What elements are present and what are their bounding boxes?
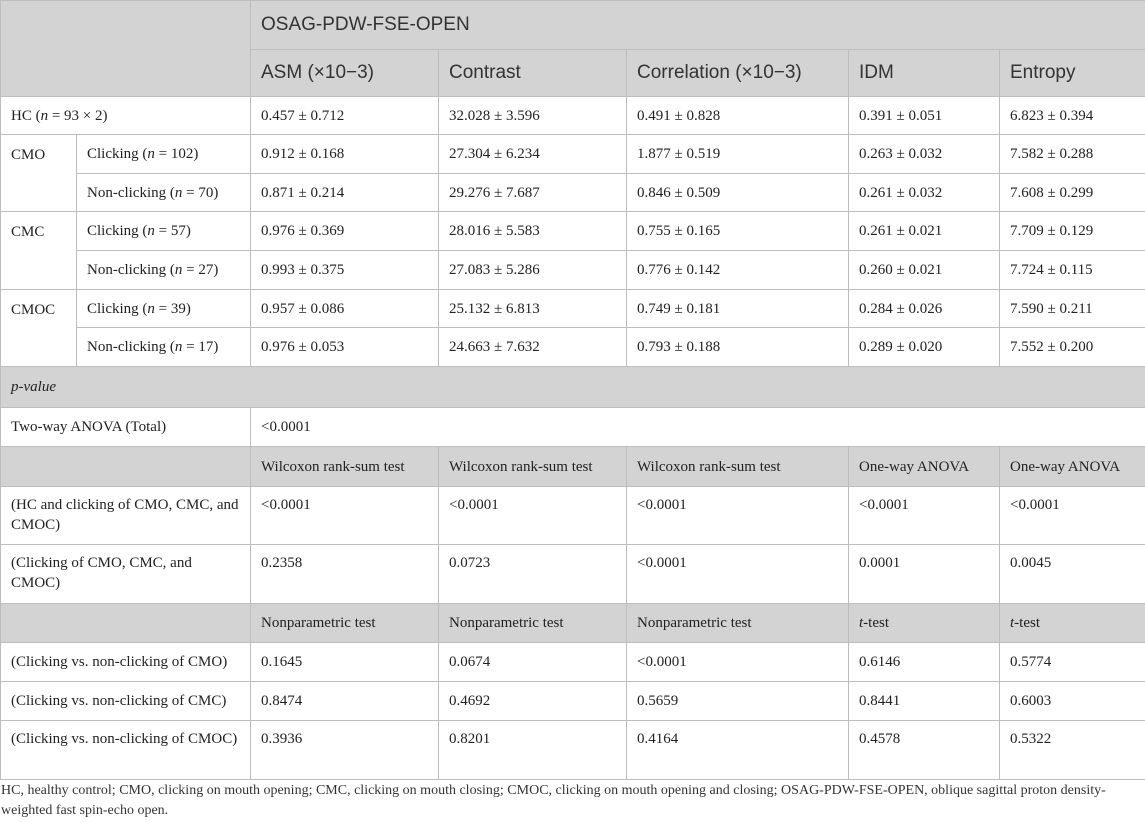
test-names-row-2	[1, 604, 1145, 643]
cell: 0.284 ± 0.026	[849, 290, 1000, 328]
row-label: Non-clicking (n = 70)	[77, 174, 251, 212]
cell: 24.663 ± 7.632	[439, 328, 627, 367]
test-name: Wilcoxon rank-sum test	[439, 447, 627, 487]
cell: 0.957 ± 0.086	[251, 290, 439, 328]
group-label-cmo: CMO	[1, 135, 77, 212]
cell: 0.391 ± 0.051	[849, 97, 1000, 135]
cell: <0.0001	[439, 487, 627, 545]
cell: 0.5322	[1000, 721, 1145, 780]
cell: 0.976 ± 0.369	[251, 212, 439, 251]
cell: 0.993 ± 0.375	[251, 251, 439, 290]
test-name: Nonparametric test	[627, 604, 849, 643]
row-label: Clicking (n = 102)	[77, 135, 251, 174]
group-label-cmoc: CMOC	[1, 290, 77, 367]
blank-cell	[1, 604, 251, 643]
cell: 0.289 ± 0.020	[849, 328, 1000, 367]
row-label: Non-clicking (n = 27)	[77, 251, 251, 290]
cell: 0.976 ± 0.053	[251, 328, 439, 367]
row-label: Clicking (n = 39)	[77, 290, 251, 328]
cell: 0.846 ± 0.509	[627, 174, 849, 212]
col-header-asm: ASM (×10−3)	[251, 50, 439, 97]
row-label: Two-way ANOVA (Total)	[1, 408, 251, 447]
cell: 25.132 ± 6.813	[439, 290, 627, 328]
cell: 0.3936	[251, 721, 439, 780]
cell: 27.083 ± 5.286	[439, 251, 627, 290]
cell: <0.0001	[627, 643, 849, 682]
cell: 7.724 ± 0.115	[1000, 251, 1145, 290]
table-row-cmoc-clicking	[1, 290, 1145, 328]
cell: 29.276 ± 7.687	[439, 174, 627, 212]
row-label: Clicking (n = 57)	[77, 212, 251, 251]
cell: <0.0001	[849, 487, 1000, 545]
cell: 0.260 ± 0.021	[849, 251, 1000, 290]
cell: 32.028 ± 3.596	[439, 97, 627, 135]
table-row-cmc-vs	[1, 682, 1145, 721]
blank-cell	[1, 447, 251, 487]
cell: 0.8441	[849, 682, 1000, 721]
cell: 6.823 ± 0.394	[1000, 97, 1145, 135]
cell: 0.0723	[439, 545, 627, 604]
cell: 0.2358	[251, 545, 439, 604]
test-name: Wilcoxon rank-sum test	[627, 447, 849, 487]
cell: 7.709 ± 0.129	[1000, 212, 1145, 251]
cell: 0.4578	[849, 721, 1000, 780]
pvalue-section-label: p-value	[1, 367, 1145, 408]
cell: 0.1645	[251, 643, 439, 682]
group-title: OSAG-PDW-FSE-OPEN	[251, 1, 1145, 50]
cell: 0.263 ± 0.032	[849, 135, 1000, 174]
table-row-anova-total	[1, 408, 1145, 447]
cell: 0.912 ± 0.168	[251, 135, 439, 174]
col-header-entropy: Entropy	[1000, 50, 1145, 97]
cell: 7.582 ± 0.288	[1000, 135, 1145, 174]
test-name: Wilcoxon rank-sum test	[251, 447, 439, 487]
cell: 0.0001	[849, 545, 1000, 604]
cell: <0.0001	[1000, 487, 1145, 545]
test-names-row-1	[1, 447, 1145, 487]
row-label-hc: HC (n = 93 × 2)	[1, 97, 251, 135]
cell: 0.4164	[627, 721, 849, 780]
row-label: (Clicking vs. non-clicking of CMC)	[1, 682, 251, 721]
cell: 0.5659	[627, 682, 849, 721]
table-row-hc	[1, 97, 1145, 135]
table-row-hc-clicking	[1, 487, 1145, 545]
cell: 27.304 ± 6.234	[439, 135, 627, 174]
cell: 0.491 ± 0.828	[627, 97, 849, 135]
table-row-cmo-nonclicking	[1, 174, 1145, 212]
test-name: t-test	[849, 604, 1000, 643]
table-row-cmc-nonclicking	[1, 251, 1145, 290]
row-label: (HC and clicking of CMO, CMC, and CMOC)	[1, 487, 251, 545]
header-corner	[1, 1, 251, 97]
cell: 7.608 ± 0.299	[1000, 174, 1145, 212]
row-label: (Clicking vs. non-clicking of CMO)	[1, 643, 251, 682]
cell: 0.261 ± 0.021	[849, 212, 1000, 251]
table-row-cmo-vs	[1, 643, 1145, 682]
cell: 0.261 ± 0.032	[849, 174, 1000, 212]
cell: 0.4692	[439, 682, 627, 721]
cell: 1.877 ± 0.519	[627, 135, 849, 174]
cell: 7.552 ± 0.200	[1000, 328, 1145, 367]
cell: <0.0001	[627, 545, 849, 604]
table-row-cmoc-nonclicking	[1, 328, 1145, 367]
table-row-cmoc-vs	[1, 721, 1145, 780]
cell: <0.0001	[627, 487, 849, 545]
cell: 0.776 ± 0.142	[627, 251, 849, 290]
cell: 0.793 ± 0.188	[627, 328, 849, 367]
table-row-cmo-clicking	[1, 135, 1145, 174]
row-label: (Clicking of CMO, CMC, and CMOC)	[1, 545, 251, 604]
col-header-correlation: Correlation (×10−3)	[627, 50, 849, 97]
cell: 0.457 ± 0.712	[251, 97, 439, 135]
cell: 0.6003	[1000, 682, 1145, 721]
pvalue-section-row	[1, 367, 1145, 408]
cell: 28.016 ± 5.583	[439, 212, 627, 251]
test-name: Nonparametric test	[251, 604, 439, 643]
cell: 0.6146	[849, 643, 1000, 682]
test-name: One-way ANOVA	[849, 447, 1000, 487]
col-header-contrast: Contrast	[439, 50, 627, 97]
row-label: Non-clicking (n = 17)	[77, 328, 251, 367]
table-footnote: HC, healthy control; CMO, clicking on mouth opening; CMC, clicking on mouth closing; CMOC, clicking on mouth opening and closing; OSAG-PDW-FSE-OPEN, oblique sagittal proton density-weighted fast spin-echo open.	[1, 783, 1106, 818]
cell: 0.749 ± 0.181	[627, 290, 849, 328]
test-name: One-way ANOVA	[1000, 447, 1145, 487]
col-header-idm: IDM	[849, 50, 1000, 97]
cell: 0.8201	[439, 721, 627, 780]
test-name: Nonparametric test	[439, 604, 627, 643]
cell: 0.871 ± 0.214	[251, 174, 439, 212]
cell: 0.5774	[1000, 643, 1145, 682]
group-label-cmc: CMC	[1, 212, 77, 290]
row-label: (Clicking vs. non-clicking of CMOC)	[1, 721, 251, 780]
cell: <0.0001	[251, 487, 439, 545]
table-row-cmc-clicking	[1, 212, 1145, 251]
header-row-group	[1, 1, 1145, 50]
cell: 0.8474	[251, 682, 439, 721]
test-name: t-test	[1000, 604, 1145, 643]
cell: 0.0674	[439, 643, 627, 682]
cell: 0.755 ± 0.165	[627, 212, 849, 251]
cell: 7.590 ± 0.211	[1000, 290, 1145, 328]
table-row-clicking-all	[1, 545, 1145, 604]
cell: 0.0045	[1000, 545, 1145, 604]
cell: <0.0001	[251, 408, 1145, 447]
